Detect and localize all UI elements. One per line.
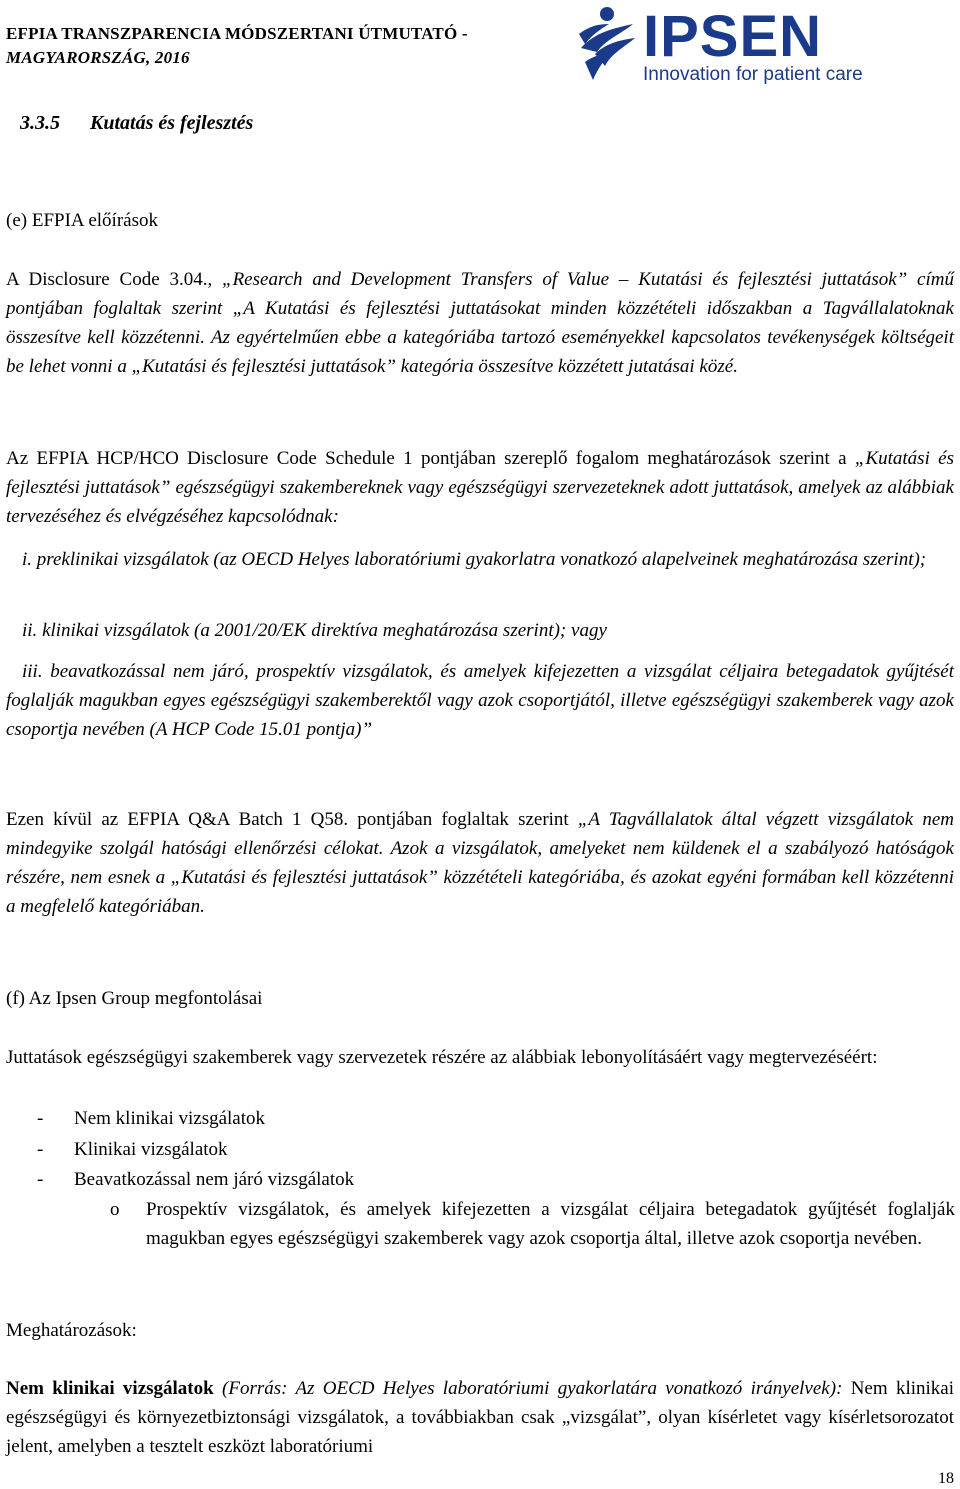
roman-item-3-num: iii. <box>22 661 43 682</box>
para3-lead: Ezen kívül az EFPIA Q&A Batch 1 Q58. pontjában foglaltak szerint <box>6 809 569 830</box>
document-header-title <box>6 22 566 70</box>
para2-lead: Az EFPIA HCP/HCO Disclosure Code Schedule 1 pontjában szereplő fogalom meghatározások szerint a <box>6 448 847 469</box>
roman-item-3-text: beavatkozással nem járó, prospektív vizsgálatok, és amelyek kifejezetten a vizsgálat céljaira betegadatok gyűjtését foglalják magukban egyes egészségügyi szakemberektől vagy azok csoportjától, illetve egészségügyi szakemberek vagy azok csoportja nevében (A HCP Code 15.01 pontja)” <box>6 661 954 740</box>
logo-tagline: Innovation for patient care <box>643 64 863 85</box>
dash-bullet: - <box>37 1169 44 1190</box>
subheading-f: (f) Az Ipsen Group megfontolásai <box>6 988 263 1009</box>
roman-item-2 <box>6 616 954 645</box>
definition-term: Nem klinikai vizsgálatok <box>6 1378 214 1399</box>
dash-bullet: - <box>37 1108 44 1129</box>
dash-item-2 <box>37 1135 737 1164</box>
dash-item-2-text: Klinikai vizsgálatok <box>74 1139 228 1160</box>
page-number: 18 <box>938 1470 954 1487</box>
circle-bullet: o <box>110 1199 120 1220</box>
definition-text: Nem klinikai egészségügyi és környezetbiztonsági vizsgálatok, a továbbiakban csak „vizsgálat”, olyan kísérletet vagy kísérletsorozatot jelent, amelyben a tesztelt eszközt laboratóriumi <box>6 1378 954 1457</box>
ipsen-figure-icon <box>575 4 645 90</box>
logo-wordmark: IPSEN <box>643 4 823 69</box>
section-heading <box>20 112 253 135</box>
para1-lead: A Disclosure Code 3.04., <box>6 269 213 290</box>
paragraph-schedule1 <box>6 444 954 531</box>
subheading-e: (e) EFPIA előírások <box>6 210 158 231</box>
header-title-line2: MAGYARORSZÁG, 2016 <box>6 48 190 67</box>
roman-item-1 <box>6 545 954 574</box>
paragraph-disclosure-code <box>6 265 954 381</box>
paragraph-qa-batch <box>6 805 954 921</box>
dash-item-1 <box>37 1104 737 1133</box>
para3-quote: „A Tagvállalatok által végzett vizsgálatok nem mindegyike szolgál hatósági ellenőrzési célokat. Azok a vizsgálatok, amelyeket nem küldenek el a szabályozó hatóságok részére, nem esnek a „Kutatási és fejlesztési juttatások” közzétételi kategóriába, és azokat egyéni formában kell közzétenni a megfelelő kategóriában. <box>6 809 954 917</box>
header-title-line1: EFPIA TRANSZPARENCIA MÓDSZERTANI ÚTMUTATÓ - <box>6 24 468 43</box>
para2-quote: „Kutatási és fejlesztési juttatások” egészségügyi szakembereknek vagy egészségügyi szervezeteknek adott juttatások, amelyek az alábbiak tervezéséhez és elvégzéséhez kapcsolódnak: <box>6 448 954 527</box>
section-number: 3.3.5 <box>20 112 60 134</box>
para1-quote: „Research and Development Transfers of Value – Kutatási és fejlesztési juttatások” című pontjában foglaltak szerint „A Kutatási és fejlesztési juttatásokat minden közzétételi időszakban a Tagvállalatoknak összesítve kell közzétenni. Az egyértelműen ebbe a kategóriába tartozó eseményekkel kapcsolatos tevékenységek költségeit be lehet vonni a „Kutatási és fejlesztési juttatások” kategória összesítve közzétett jutatásai közé. <box>6 269 954 377</box>
definition-source: (Forrás: Az OECD Helyes laboratóriumi gyakorlatára vonatkozó irányelvek): <box>213 1378 843 1399</box>
definitions-heading: Meghatározások: <box>6 1320 137 1341</box>
ipsen-logo <box>575 4 865 90</box>
roman-item-1-num: i. <box>22 549 33 570</box>
sub-bullet-item <box>110 1195 955 1253</box>
dash-item-3-text: Beavatkozással nem járó vizsgálatok <box>74 1169 355 1190</box>
definition-nem-klinikai <box>6 1374 954 1461</box>
roman-item-2-num: ii. <box>22 620 38 641</box>
paragraph-ipsen-juttatasok: Juttatások egészségügyi szakemberek vagy szervezetek részére az alábbiak lebonyolításáért vagy megtervezéséért: <box>6 1047 878 1068</box>
roman-item-2-text: klinikai vizsgálatok (a 2001/20/EK direktíva meghatározása szerint); vagy <box>37 620 607 641</box>
section-title: Kutatás és fejlesztés <box>90 112 254 134</box>
dash-bullet: - <box>37 1139 44 1160</box>
roman-item-1-text: preklinikai vizsgálatok (az OECD Helyes laboratóriumi gyakorlatra vonatkozó alapelveinek meghatározása szerint); <box>32 549 927 570</box>
sub-bullet-text: Prospektív vizsgálatok, és amelyek kifejezetten a vizsgálat céljaira betegadatok gyűjtését foglalják magukban egyes egészségügyi szakemberek vagy azok csoportja által, illetve azok csoportja nevében. <box>146 1199 955 1249</box>
dash-item-3 <box>37 1165 737 1194</box>
roman-item-3 <box>6 657 954 744</box>
dash-item-1-text: Nem klinikai vizsgálatok <box>74 1108 266 1129</box>
